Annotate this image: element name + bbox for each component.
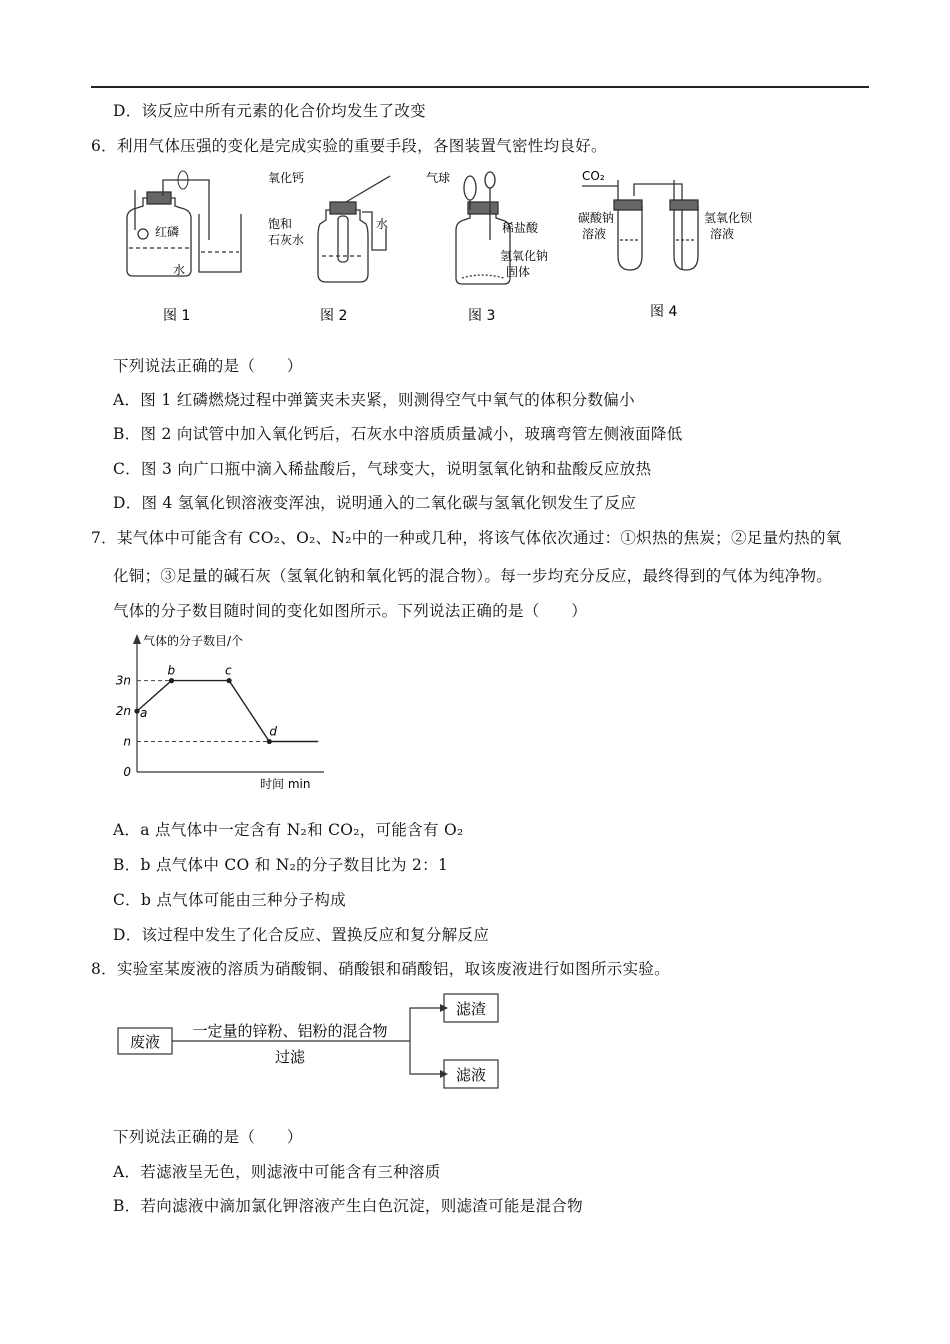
q7-option-c: C．b 点气体可能由三种分子构成 <box>113 891 347 909</box>
point-label-a: a <box>140 706 148 721</box>
fig4-co2-label: CO₂ <box>582 169 605 183</box>
q6-option-a: A．图 1 红磷燃烧过程中弹簧夹未夹紧，则测得空气中氧气的体积分数偏小 <box>113 391 635 409</box>
q6-option-d: D．图 4 氢氧化钡溶液变浑浊，说明通入的二氧化碳与氢氧化钡发生了反应 <box>113 494 637 512</box>
q8-prompt: 下列说法正确的是（ ） <box>113 1128 303 1146</box>
fig2-water-label: 水 <box>376 217 389 231</box>
point-label-c: c <box>225 663 232 678</box>
figure-2 <box>268 166 398 330</box>
y-tick-0: 0 <box>123 765 131 779</box>
q8-option-b: B．若向滤液中滴加氯化钾溶液产生白色沉淀，则滤渣可能是混合物 <box>113 1197 583 1215</box>
figure-1 <box>115 170 245 330</box>
q7-stem-line-2: 化铜；③足量的碱石灰（氢氧化钠和氧化钙的混合物）。每一步均充分反应，最终得到的气体为纯净物。 <box>113 567 833 585</box>
q7-line-chart <box>110 630 340 800</box>
fig2-limewater-label-1: 饱和 <box>268 217 293 231</box>
series-line <box>137 681 318 742</box>
fig4-baoh-label-1: 氢氧化钡 <box>704 211 753 225</box>
q6-stem: 6．利用气体压强的变化是完成实验的重要手段，各图装置气密性均良好。 <box>91 137 607 155</box>
y-tick-1: n <box>123 734 131 749</box>
flow-process-label: 过滤 <box>274 1048 306 1066</box>
q6-prompt: 下列说法正确的是（ ） <box>113 357 303 375</box>
y-tick-3: 3n <box>115 673 131 688</box>
fig1-phosphorus-label: 红磷 <box>155 225 180 239</box>
flow-residue-label: 滤渣 <box>455 1000 487 1018</box>
fig2-cao-label: 氧化钙 <box>268 171 305 185</box>
fig4-na2co3-label-2: 溶液 <box>582 227 607 241</box>
q8-stem: 8．实验室某废液的溶质为硝酸铜、硝酸银和硝酸铝，取该废液进行如图所示实验。 <box>91 960 670 978</box>
figure-4 <box>578 166 778 330</box>
q7-stem-line-1: 7．某气体中可能含有 CO₂、O₂、N₂中的一种或几种，将该气体依次通过：①炽热的焦炭；②足量灼热的氧 <box>91 529 842 547</box>
point-b <box>169 678 174 683</box>
fig3-naoh-label-2: 固体 <box>506 265 531 279</box>
point-label-d: d <box>269 724 277 739</box>
flow-reagent-label: 一定量的锌粉、铝粉的混合物 <box>192 1022 388 1040</box>
fig4-na2co3-label-1: 碳酸钠 <box>578 211 615 225</box>
q7-option-b: B．b 点气体中 CO 和 N₂的分子数目比为 2：1 <box>113 856 449 874</box>
fig3-balloon-label: 气球 <box>426 171 451 185</box>
q7-stem-line-3: 气体的分子数目随时间的变化如图所示。下列说法正确的是（ ） <box>113 602 588 620</box>
point-a <box>134 708 139 713</box>
fig4-caption: 图 4 <box>650 304 678 320</box>
fig1-water-label: 水 <box>173 263 186 277</box>
header-rule <box>91 86 869 88</box>
fig3-caption: 图 3 <box>468 308 496 324</box>
fig4-baoh-label-2: 溶液 <box>710 227 735 241</box>
flow-start-label: 废液 <box>129 1033 161 1051</box>
point-c <box>226 678 231 683</box>
fig3-naoh-label-1: 氢氧化钠 <box>500 249 549 263</box>
q6-option-b: B．图 2 向试管中加入氧化钙后，石灰水中溶质质量减小，玻璃弯管左侧液面降低 <box>113 425 683 443</box>
q5-option-d: D．该反应中所有元素的化合价均发生了改变 <box>113 102 426 120</box>
q7-option-d: D．该过程中发生了化合反应、置换反应和复分解反应 <box>113 926 490 944</box>
figure-3 <box>422 166 562 330</box>
q8-option-a: A．若滤液呈无色，则滤液中可能含有三种溶质 <box>113 1163 441 1181</box>
fig3-hcl-label: 稀盐酸 <box>502 221 539 235</box>
y-tick-2: 2n <box>115 704 131 719</box>
fig1-caption: 图 1 <box>163 308 191 324</box>
q7-option-a: A．a 点气体中一定含有 N₂和 CO₂，可能含有 O₂ <box>113 821 464 839</box>
chart-ylabel: 气体的分子数目/个 <box>143 634 244 648</box>
chart-xlabel: 时间 min <box>260 777 311 791</box>
point-d <box>267 739 272 744</box>
q8-flow-diagram <box>118 990 508 1094</box>
flow-filtrate-label: 滤液 <box>455 1066 487 1084</box>
q6-option-c: C．图 3 向广口瓶中滴入稀盐酸后，气球变大，说明氢氧化钠和盐酸反应放热 <box>113 460 652 478</box>
fig2-limewater-label-2: 石灰水 <box>268 233 305 247</box>
point-label-b: b <box>167 663 176 678</box>
fig2-caption: 图 2 <box>320 308 348 324</box>
